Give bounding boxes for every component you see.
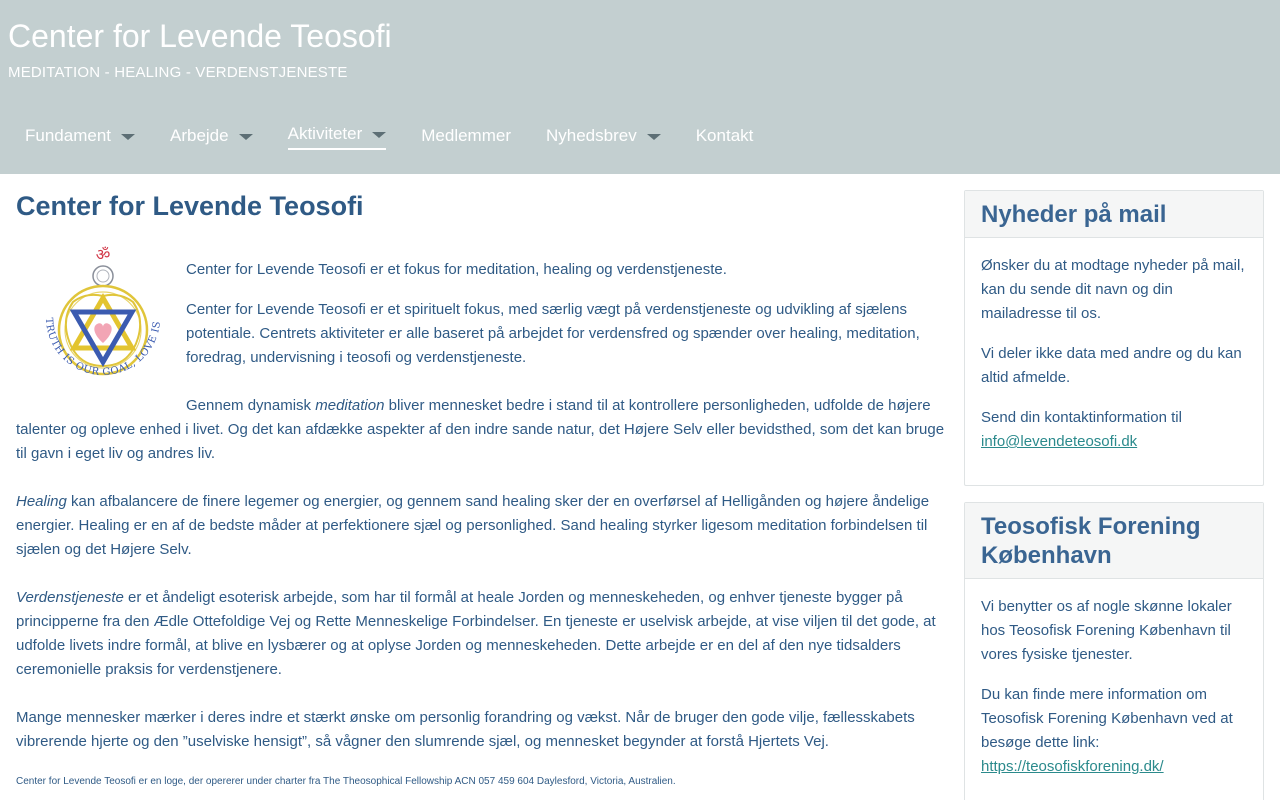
- chevron-down-icon[interactable]: [121, 134, 135, 140]
- paragraph-healing: Healing kan afbalancere de finere legemer og energier, og gennem sand healing sker der en overførsel af Helligånden og højere åndelige energier. Healing er en af de bedste måder at perfektionere sjæl og personlighed. Sand healing styrker ligesom meditation forbindelsen til sjælen og det Højere Selv.: [16, 493, 930, 558]
- nav-item-arbejde[interactable]: [170, 122, 253, 150]
- chevron-down-icon[interactable]: [647, 134, 661, 140]
- paragraph-meditation: Gennem dynamisk meditation bliver mennesket bedre i stand til at kontrollere personligheden, udfolde de højere talenter og opleve enhed i livet. Og det kan afdække aspekter af den indre sande natur, det Højere Selv eller bevidsthed, som det kan bruge til gavn i eget liv og andres liv.: [16, 397, 945, 462]
- widget-text: Send din kontaktinformation til info@levendeteosofi.dk: [981, 409, 1182, 450]
- teosofisk-forening-widget: [964, 502, 1264, 800]
- nav-item-label: Aktiviteter: [287, 124, 363, 143]
- paragraph-focus: Center for Levende Teosofi er et spirituelt fokus, med særlig vægt på verdenstjeneste og udvikling af sjælens potentiale. Centrets aktiviteter er alle baseret på arbejdet for verdensfred og spænder over healing, meditation, foredrag, undervisning i teosofi og verdenstjeneste.: [186, 301, 920, 366]
- main-nav: [25, 122, 788, 152]
- widget-title: Nyheder på mail: [965, 191, 1263, 238]
- intro-paragraph: Center for Levende Teosofi er et fokus for meditation, healing og verdenstjeneste.: [186, 261, 727, 278]
- nav-item-label: Fundament: [25, 126, 111, 145]
- nav-item-medlemmer[interactable]: [421, 122, 511, 150]
- site-title[interactable]: Center for Levende Teosofi: [8, 18, 392, 54]
- theosophy-seal-icon: [16, 240, 186, 400]
- nav-item-fundament[interactable]: [25, 122, 135, 150]
- widget-text: Du kan finde mere information om Teosofisk Forening København ved at besøge dette link: https://teosofiskforening.dk/: [981, 686, 1233, 775]
- widget-body: [965, 579, 1263, 799]
- nav-item-label: Arbejde: [170, 126, 229, 145]
- nav-item-aktiviteter[interactable]: [288, 122, 387, 150]
- paragraph-hjertets-vej: Mange mennesker mærker i deres indre et stærkt ønske om personlig forandring og vækst. Når de bruger den gode vilje, fællesskabets vibrerende hjerte og den ”uselviske hensigt”, så vågner den slumrende sjæl, og mennesket begynder at forstå Hjertets Vej.: [16, 709, 915, 750]
- newsletter-widget: [964, 190, 1264, 486]
- footnote: Center for Levende Teosofi er en loge, der opererer under charter fra The Theosophical Fellowship ACN 057 459 604 Daylesford, Victoria, Australien.: [16, 776, 676, 787]
- nav-item-label: Kontakt: [695, 126, 754, 145]
- widget-body: [965, 238, 1263, 474]
- nav-item-kontakt[interactable]: [696, 122, 754, 150]
- widget-title: Teosofisk Forening København: [965, 503, 1263, 579]
- chevron-down-icon[interactable]: [239, 134, 253, 140]
- nav-item-label: Nyhedsbrev: [546, 126, 637, 145]
- main-content: [16, 190, 948, 794]
- paragraph-verdenstjeneste: Verdenstjeneste er et åndeligt esoterisk arbejde, som har til formål at heale Jorden og menneskeheden, og enhver tjeneste bygger på principperne fra den Ædle Ottefoldige Vej og Rette Menneskelige Forbindelser. En tjeneste er uselvisk arbejde, at vise viljen til det gode, at udfolde livets indre formål, at blive en lysbærer og at oplyse Jorden og menneskeheden. Dette arbejde er en del af den nye tidsalders ceremonielle praksis for verdenstjenere.: [16, 589, 936, 678]
- widget-text: Vi deler ikke data med andre og du kan altid afmelde.: [981, 345, 1242, 386]
- site-header: [0, 0, 1280, 174]
- nav-item-nyhedsbrev[interactable]: [546, 122, 661, 150]
- page-title: Center for Levende Teosofi: [16, 191, 364, 221]
- article-body: [16, 222, 948, 794]
- seal-motto: TRUTH IS OUR GOAL, LOVE IS: [42, 317, 163, 379]
- teosofisk-forening-link[interactable]: https://teosofiskforening.dk/: [981, 758, 1164, 775]
- seal-om-symbol: ॐ: [95, 245, 111, 264]
- site-tagline: MEDITATION - HEALING - VERDENSTJENESTE: [8, 64, 348, 81]
- email-link[interactable]: info@levendeteosofi.dk: [981, 433, 1138, 450]
- widget-text: Ønsker du at modtage nyheder på mail, kan du sende dit navn og din mailadresse til os.: [981, 257, 1245, 322]
- nav-item-label: Medlemmer: [421, 126, 511, 145]
- widget-text: Vi benytter os af nogle skønne lokaler hos Teosofisk Forening København til vores fysiske tjenester.: [981, 598, 1232, 663]
- chevron-down-icon[interactable]: [372, 132, 386, 138]
